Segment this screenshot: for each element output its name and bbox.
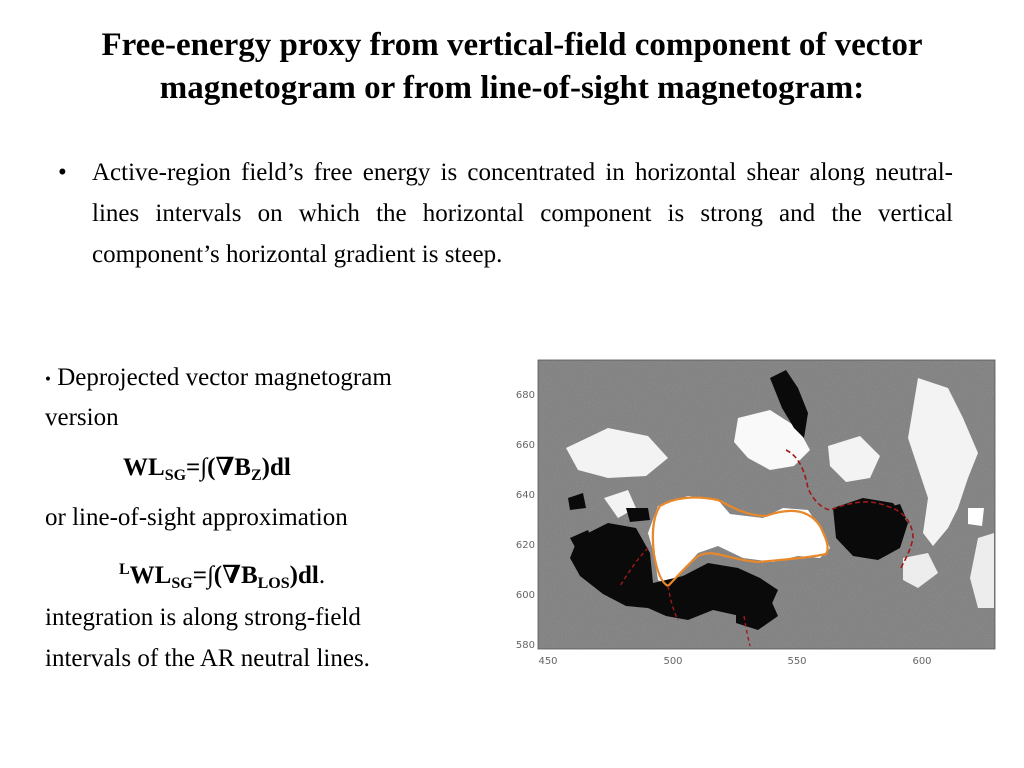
y-tick: 660 — [515, 440, 535, 451]
version-text: version — [45, 404, 119, 431]
formula-period: . — [318, 562, 326, 589]
formula-tail: )dl — [261, 454, 291, 481]
formula-subscript: LOS — [257, 575, 290, 592]
magnetogram-figure — [508, 358, 998, 670]
y-axis-ticks — [516, 390, 535, 651]
y-tick: 680 — [515, 390, 535, 401]
formula-integral: =∫(∇B — [192, 562, 258, 589]
x-tick: 600 — [912, 656, 932, 667]
formula-main: WL — [123, 454, 165, 481]
integration-text-1: integration is along strong-field — [45, 604, 361, 631]
formula-los — [119, 552, 325, 602]
y-tick: 580 — [515, 640, 535, 651]
formula-subscript: SG — [164, 467, 187, 484]
y-tick: 600 — [515, 590, 535, 601]
formula-subscript: SG — [171, 575, 193, 592]
bullet-marker: • — [58, 159, 67, 186]
integration-text-2: intervals of the AR neutral lines. — [45, 645, 370, 672]
x-tick: 550 — [787, 656, 807, 667]
formula-integral: =∫(∇B — [186, 454, 251, 481]
formula-main: WL — [129, 562, 172, 589]
y-tick: 620 — [515, 540, 535, 551]
x-tick: 500 — [663, 656, 683, 667]
x-tick: 450 — [538, 656, 558, 667]
small-bullet-marker: • — [45, 369, 51, 389]
formula-subscript: Z — [250, 467, 262, 484]
formula-tail: )dl — [289, 562, 319, 589]
main-bullet-text: Active-region field’s free energy is concentrated in horizontal shear along neutral-lines intervals on which the horizontal component is strong and the vertical component’s horizontal gradient is steep. — [92, 159, 953, 268]
los-intro-text: or line-of-sight approximation — [45, 504, 348, 531]
vector-version-text: Deprojected vector magnetogram — [57, 364, 392, 391]
x-axis-ticks — [538, 656, 931, 667]
slide-title: Free-energy proxy from vertical-field component of vector magnetogram or from line-of-sight magnetogram: — [101, 27, 923, 106]
magnetogram-svg — [508, 358, 998, 670]
formula-vector — [123, 450, 291, 494]
formula-superscript: L — [119, 561, 130, 578]
vector-version-line — [45, 360, 392, 397]
y-tick: 640 — [515, 490, 535, 501]
